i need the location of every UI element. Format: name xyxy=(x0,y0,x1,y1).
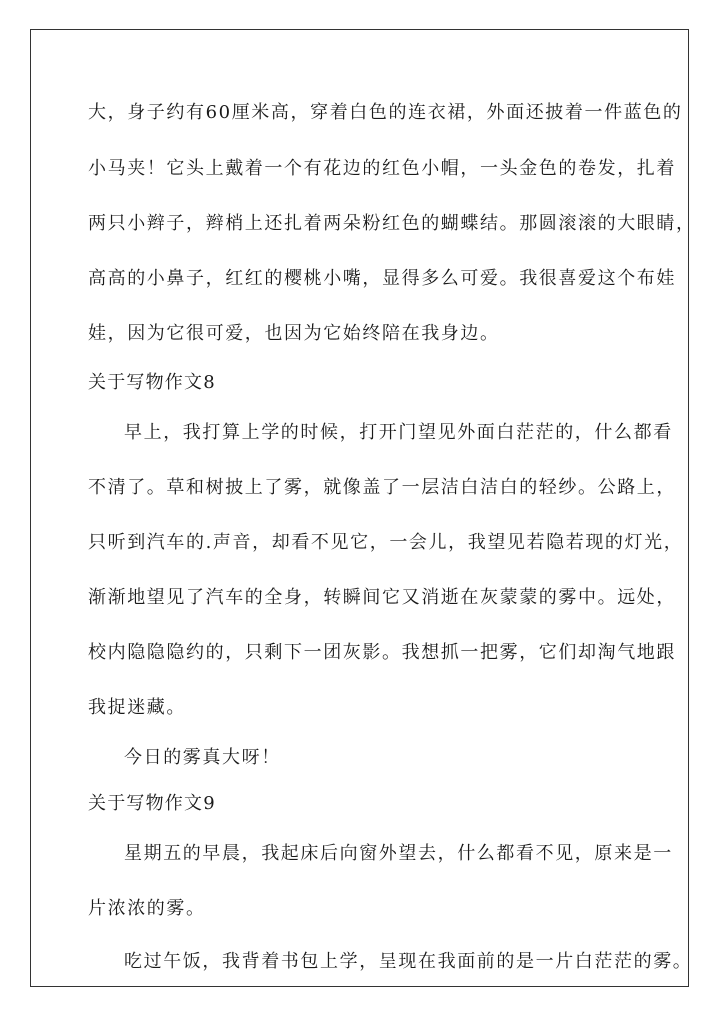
paragraph-1 xyxy=(88,94,696,353)
text-line: 两只小辫子，辫梢上还扎着两朵粉红色的蝴蝶结。那圆滚滚的大眼睛， xyxy=(88,213,696,234)
text-line: 我捉迷藏。 xyxy=(88,697,186,718)
text-line: 片浓浓的雾。 xyxy=(88,898,206,919)
paragraph-4 xyxy=(88,835,673,928)
text-line: 娃，因为它很可爱，也因为它始终陪在我身边。 xyxy=(88,323,500,344)
paragraph-2 xyxy=(88,414,684,727)
section-heading-9: 关于写物作文9 xyxy=(88,793,216,814)
text-line: 校内隐隐隐约的，只剩下一团灰影。我想抓一把雾，它们却淘气地跟 xyxy=(88,642,676,663)
text-line: 早上，我打算上学的时候，打开门望见外面白茫茫的，什么都看 xyxy=(124,422,673,443)
paragraph-5: 吃过午饭，我背着书包上学，呈现在我面前的是一片白茫茫的雾。 xyxy=(124,951,693,972)
text-line: 高高的小鼻子，红红的樱桃小嘴，显得多么可爱。我很喜爱这个布娃 xyxy=(88,268,676,289)
text-line: 星期五的早晨，我起床后向窗外望去，什么都看不见，原来是一 xyxy=(124,843,673,864)
section-heading-8: 关于写物作文8 xyxy=(88,372,216,393)
paragraph-3: 今日的雾真大呀！ xyxy=(124,747,281,768)
text-line: 只听到汽车的.声音，却看不见它，一会儿，我望见若隐若现的灯光， xyxy=(88,532,684,553)
document-body xyxy=(88,96,696,981)
text-line: 不清了。草和树披上了雾，就像盖了一层洁白洁白的轻纱。公路上， xyxy=(88,477,676,498)
text-line: 大，身子约有60厘米高，穿着白色的连衣裙，外面还披着一件蓝色的 xyxy=(88,102,683,123)
text-line: 小马夹！它头上戴着一个有花边的红色小帽，一头金色的卷发，扎着 xyxy=(88,158,676,179)
text-line: 渐渐地望见了汽车的全身，转瞬间它又消逝在灰蒙蒙的雾中。远处， xyxy=(88,587,676,608)
